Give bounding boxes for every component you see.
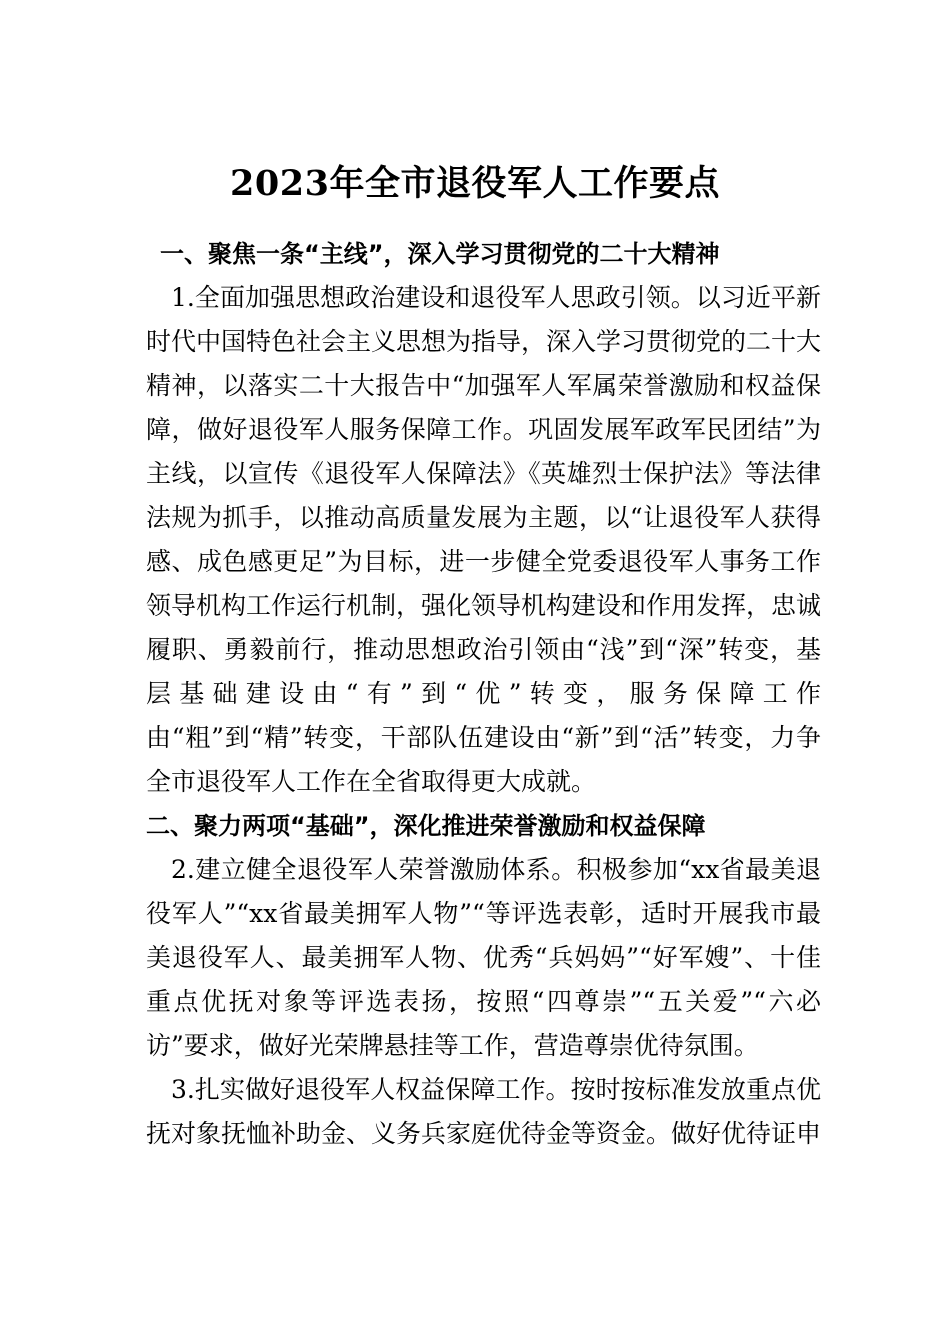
paragraph-3: 3.扎实做好退役军人权益保障工作。按时按标准发放重点优抚对象抚恤补助金、义务兵家庭优待金等资金。做好优待证申 bbox=[146, 1075, 822, 1148]
document-title: 2023年全市退役军人工作要点 bbox=[230, 163, 720, 205]
paragraph-1: 1.全面加强思想政治建设和退役军人思政引领。以习近平新时代中国特色社会主义思想为指导，深入学习贯彻党的二十大精神，以落实二十大报告中“加强军人军属荣誉激励和权益保障，做好退役军人服务保障工作。巩固发展军政军民团结”为主线，以宣传《退役军人保障法》《英雄烈士保护法》等法律法规为抓手，以推动高质量发展为主题，以“让退役军人获得感、成色感更足”为目标，进一步健全党委退役军人事务工作领导机构工作运行机制，强化领导机构建设和作用发挥，忠诚履职、勇毅前行，推动思想政治引领由“浅”到“深”转变，基层基础建设由“有”到“优”转变，服务保障工作由“粗”到“精”转变，干部队伍建设由“新”到“活”转变，力争全市退役军人工作在全省取得更大成就。 bbox=[146, 283, 822, 796]
section-heading-2: 二、聚力两项“基础”，深化推进荣誉激励和权益保障 bbox=[146, 812, 706, 840]
paragraph-2: 2.建立健全退役军人荣誉激励体系。积极参加“xx省最美退役军人”“xx省最美拥军人物”“等评选表彰，适时开展我市最美退役军人、最美拥军人物、优秀“兵妈妈”“好军嫂”、十佳重点优抚对象等评选表扬，按照“四尊崇”“五关爱”“六必访”要求，做好光荣牌悬挂等工作，营造尊崇优待氛围。 bbox=[146, 855, 821, 1060]
document-body bbox=[146, 232, 821, 1156]
section-heading-1: 一、聚焦一条“主线”，深入学习贯彻党的二十大精神 bbox=[160, 240, 720, 268]
